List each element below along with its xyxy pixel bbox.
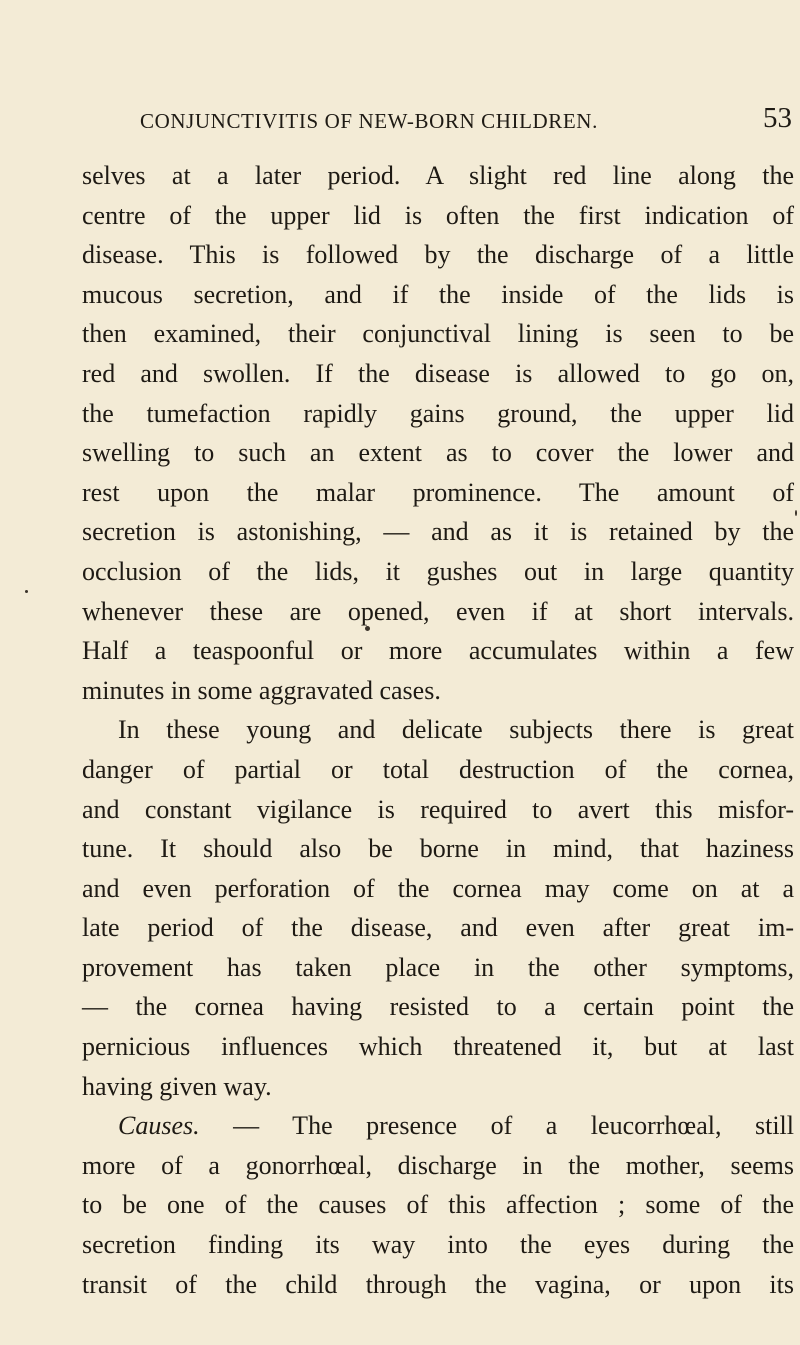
text-line: centre of the upper lid is often the first indication of [82,200,794,230]
text-line: late period of the disease, and even after great im- [82,913,794,943]
text-line: swelling to such an extent as to cover the lower and [82,438,794,468]
text-line: danger of partial or total destruction of the cornea, [82,754,794,784]
text-line: to be one of the causes of this affection ; some of the [82,1190,794,1220]
text-line: Half a teaspoonful or more accumulates within a few [82,636,794,666]
running-title: CONJUNCTIVITIS OF NEW-BORN CHILDREN. [140,109,598,133]
text-line: selves at a later period. A slight red line along the [82,161,794,190]
text-line: red and swollen. If the disease is allowed to go on, [82,358,794,388]
text-line: provement has taken place in the other symptoms, [82,952,794,982]
section-heading: Causes. [118,1111,200,1141]
body-text [82,156,794,1304]
text-run: — The presence of a leucorrhœal, still [199,1111,794,1141]
text-line: disease. This is followed by the discharge of a little [82,240,794,270]
text-line: and constant vigilance is required to avert this misfor- [82,794,794,824]
print-speck [365,626,370,631]
print-speck [25,590,28,593]
text-line: secretion is astonishing, — and as it is retained by the [82,517,794,547]
text-line: and even perforation of the cornea may come on at a [82,873,794,903]
text-line: having given way. [82,1071,272,1101]
text-line: rest upon the malar prominence. The amount of [82,477,794,507]
text-line: more of a gonorrhœal, discharge in the mother, seems [82,1150,794,1180]
text-line: — the cornea having resisted to a certain point the [82,992,794,1022]
text-line: whenever these are opened, even if at short intervals. [82,596,794,626]
text-line: minutes in some aggravated cases. [82,675,441,705]
text-line: then examined, their conjunctival lining is seen to be [82,319,794,349]
text-line: occlusion of the lids, it gushes out in large quantity [82,556,794,586]
page-number: 53 [763,102,792,134]
text-line [82,1106,794,1146]
text-line: pernicious influences which threatened it, but at last [82,1032,794,1062]
text-line: secretion finding its way into the eyes during the [82,1230,794,1260]
text-line: transit of the child through the vagina, or upon its [82,1269,794,1299]
text-line: tune. It should also be borne in mind, that haziness [82,834,794,864]
text-line: the tumefaction rapidly gains ground, the upper lid [82,398,794,428]
running-head [82,102,794,142]
text-line: In these young and delicate subjects there is great [118,715,794,745]
text-line: mucous secretion, and if the inside of the lids is [82,279,794,309]
print-speck [795,510,797,516]
